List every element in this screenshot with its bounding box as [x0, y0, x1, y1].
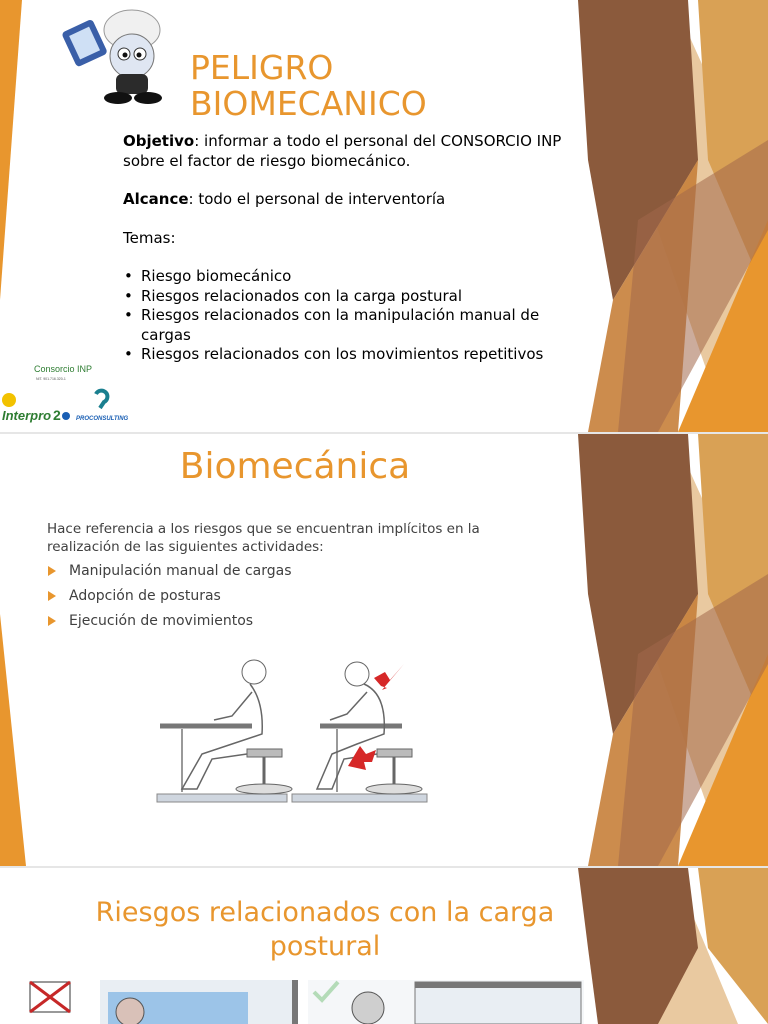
- posture-examples-image: [0, 968, 600, 1024]
- decorative-shapes: [578, 0, 768, 432]
- slide-2-title: Biomecánica: [179, 446, 411, 487]
- list-item: [47, 611, 292, 636]
- title-line-2: BIOMECANICO: [190, 84, 427, 123]
- bullet-arrow-icon: [48, 566, 56, 576]
- temas-label: Temas:: [123, 228, 176, 247]
- slide-2: [0, 434, 768, 866]
- title-line-1: PELIGRO: [190, 48, 334, 87]
- list-item-label: Adopción de posturas: [69, 588, 221, 604]
- proconsulting-logo-text: PROCONSULTING: [76, 416, 129, 422]
- temas-list: [123, 267, 563, 365]
- activities-list: [47, 561, 292, 636]
- list-item-label: Manipulación manual de cargas: [69, 563, 292, 579]
- company-logos: [0, 358, 130, 430]
- list-item: [47, 561, 292, 586]
- posture-illustration: [152, 654, 432, 824]
- alcance-text: : todo el personal de interventoría: [188, 190, 446, 208]
- slide-1-title: [190, 50, 427, 122]
- objetivo-paragraph: [123, 132, 563, 171]
- list-item: • Riesgo biomecánico: [123, 267, 563, 287]
- list-item: • Riesgos relacionados con la manipulación manual de cargas: [123, 306, 563, 345]
- slide-2-intro: Hace referencia a los riesgos que se encuentran implícitos en la realización de las siguientes actividades:: [47, 521, 480, 555]
- list-item-label: Ejecución de movimientos: [69, 613, 254, 629]
- slide-1-body: [123, 132, 563, 365]
- list-item: • Riesgos relacionados con la carga postural: [123, 287, 563, 307]
- left-accent-bar: [0, 434, 30, 866]
- mascot-image: [60, 4, 184, 114]
- slide-3: [0, 868, 768, 1024]
- bullet-arrow-icon: [48, 591, 56, 601]
- consorcio-logo-text: Consorcio INP: [34, 364, 93, 374]
- decorative-shapes: [578, 868, 768, 1024]
- objetivo-label: Objetivo: [123, 132, 195, 150]
- bullet-arrow-icon: [48, 616, 56, 626]
- alcance-paragraph: [123, 190, 563, 210]
- interpro-logo-text: Interpro: [2, 408, 52, 423]
- alcance-label: Alcance: [123, 190, 189, 208]
- list-item: • Riesgos relacionados con los movimientos repetitivos: [123, 345, 563, 365]
- slide-3-title: Riesgos relacionados con la carga postural: [95, 897, 555, 962]
- objetivo-text: : informar a todo el personal del CONSORCIO INP sobre el factor de riesgo biomecánico.: [123, 132, 562, 170]
- list-item: [47, 586, 292, 611]
- decorative-shapes: [578, 434, 768, 866]
- svg-text:2: 2: [53, 407, 61, 423]
- slide-1: [0, 0, 768, 432]
- consorcio-nit-text: NIT. 901.716.320-1: [36, 377, 66, 381]
